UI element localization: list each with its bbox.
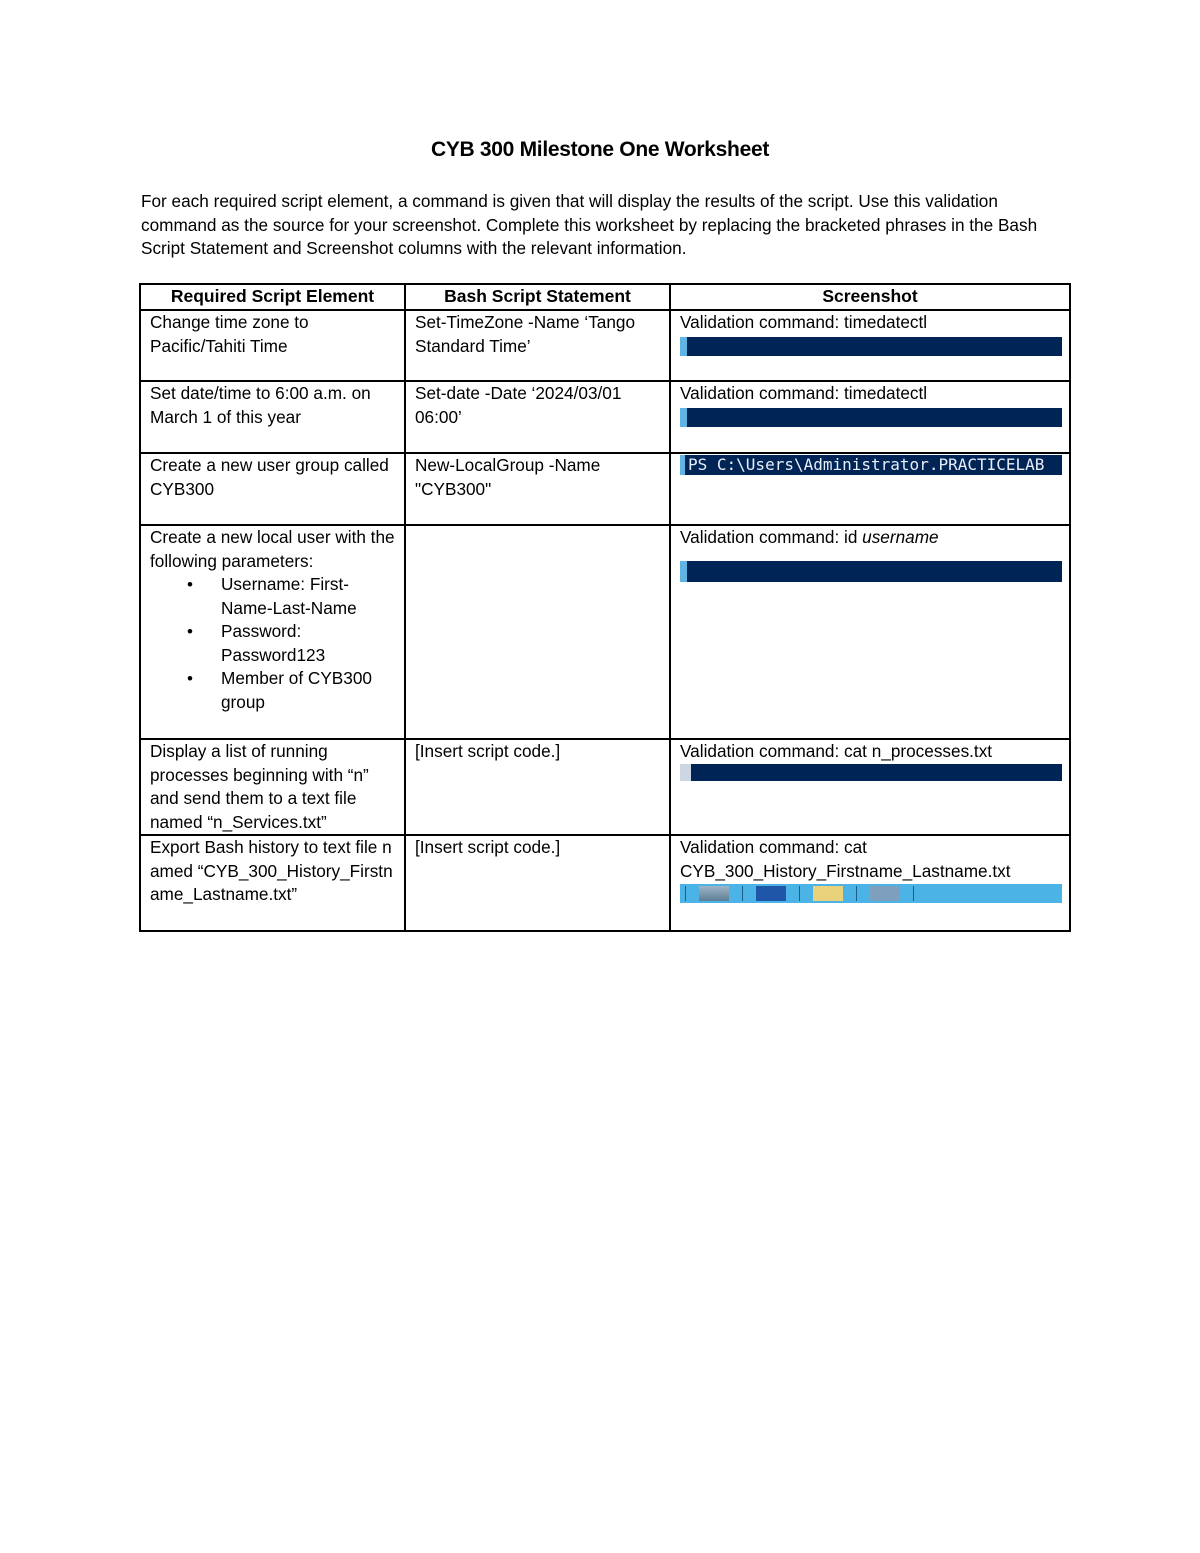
taskbar-separator — [742, 886, 743, 901]
powershell-prompt-screenshot: PS C:\Users\Administrator.PRACTICELAB — [680, 455, 1062, 475]
taskbar-separator — [799, 886, 800, 901]
table-row — [140, 381, 1070, 453]
statement-cell: New-LocalGroup -Name "CYB300" — [405, 453, 670, 525]
screenshot-cell — [670, 381, 1070, 453]
screenshot-cell — [670, 739, 1070, 835]
console-screenshot — [680, 337, 1062, 356]
list-item: • Member of CYB300 group — [221, 667, 395, 714]
table-row — [140, 739, 1070, 835]
taskbar-separator — [685, 886, 686, 901]
statement-cell: Set-TimeZone -Name ‘Tango Standard Time’ — [405, 310, 670, 381]
taskbar-separator — [913, 886, 914, 901]
admin-tools-icon — [870, 886, 900, 901]
statement-cell: [Insert script code.] — [405, 835, 670, 931]
table-header-row — [140, 284, 1070, 310]
worksheet-table — [139, 283, 1071, 932]
element-cell — [140, 525, 405, 739]
statement-cell: Set-date -Date ‘2024/03/01 06:00’ — [405, 381, 670, 453]
parameter-list — [150, 573, 395, 714]
screenshot-cell — [670, 525, 1070, 739]
page-title: CYB 300 Milestone One Worksheet — [430, 138, 770, 161]
validation-prefix: Validation command: id — [680, 527, 863, 547]
header-bash-statement: Bash Script Statement — [405, 284, 670, 310]
element-cell: Export Bash history to text file named “CYB_300_History_Firstname_Lastname.txt” — [140, 835, 405, 931]
screenshot-cell — [670, 310, 1070, 381]
validation-command: Validation command: cat CYB_300_History_Firstname_Lastname.txt — [680, 837, 1011, 881]
validation-command: Validation command: cat n_processes.txt — [680, 741, 993, 761]
validation-command — [680, 526, 1060, 550]
validation-command: Validation command: timedatectl — [680, 383, 928, 403]
statement-cell — [405, 525, 670, 739]
list-item: • Password: Password123 — [221, 620, 395, 667]
console-screenshot — [680, 764, 1062, 781]
taskbar-screenshot — [680, 884, 1062, 903]
powershell-icon — [756, 886, 786, 901]
header-required-element: Required Script Element — [140, 284, 405, 310]
screenshot-cell — [670, 835, 1070, 931]
element-cell: Set date/time to 6:00 a.m. on March 1 of this year — [140, 381, 405, 453]
statement-cell: [Insert script code.] — [405, 739, 670, 835]
table-row — [140, 453, 1070, 525]
screenshot-cell — [670, 453, 1070, 525]
list-item: • Username: First-Name-Last-Name — [221, 573, 395, 620]
validation-command: Validation command: timedatectl — [680, 312, 928, 332]
element-cell: Create a new user group called CYB300 — [140, 453, 405, 525]
taskbar-separator — [856, 886, 857, 901]
intro-paragraph: For each required script element, a command is given that will display the results of the script. Use this validation command as the source for your screenshot. Complete this worksheet by replacing the bracketed phrases in the Bash Script Statement and Screenshot columns with the relevant information. — [141, 191, 1038, 258]
element-cell: Change time zone to Pacific/Tahiti Time — [140, 310, 405, 381]
file-explorer-icon — [813, 886, 843, 901]
table-row — [140, 835, 1070, 931]
validation-argument: username — [862, 527, 939, 547]
element-text: Create a new local user with the following parameters: — [150, 527, 395, 571]
table-row — [140, 525, 1070, 739]
element-cell: Display a list of running processes beginning with “n” and send them to a text file named “n_Services.txt” — [140, 739, 405, 835]
header-screenshot: Screenshot — [670, 284, 1070, 310]
console-screenshot — [680, 408, 1062, 427]
console-screenshot — [680, 561, 1062, 582]
table-row — [140, 310, 1070, 381]
server-manager-icon — [699, 886, 729, 901]
